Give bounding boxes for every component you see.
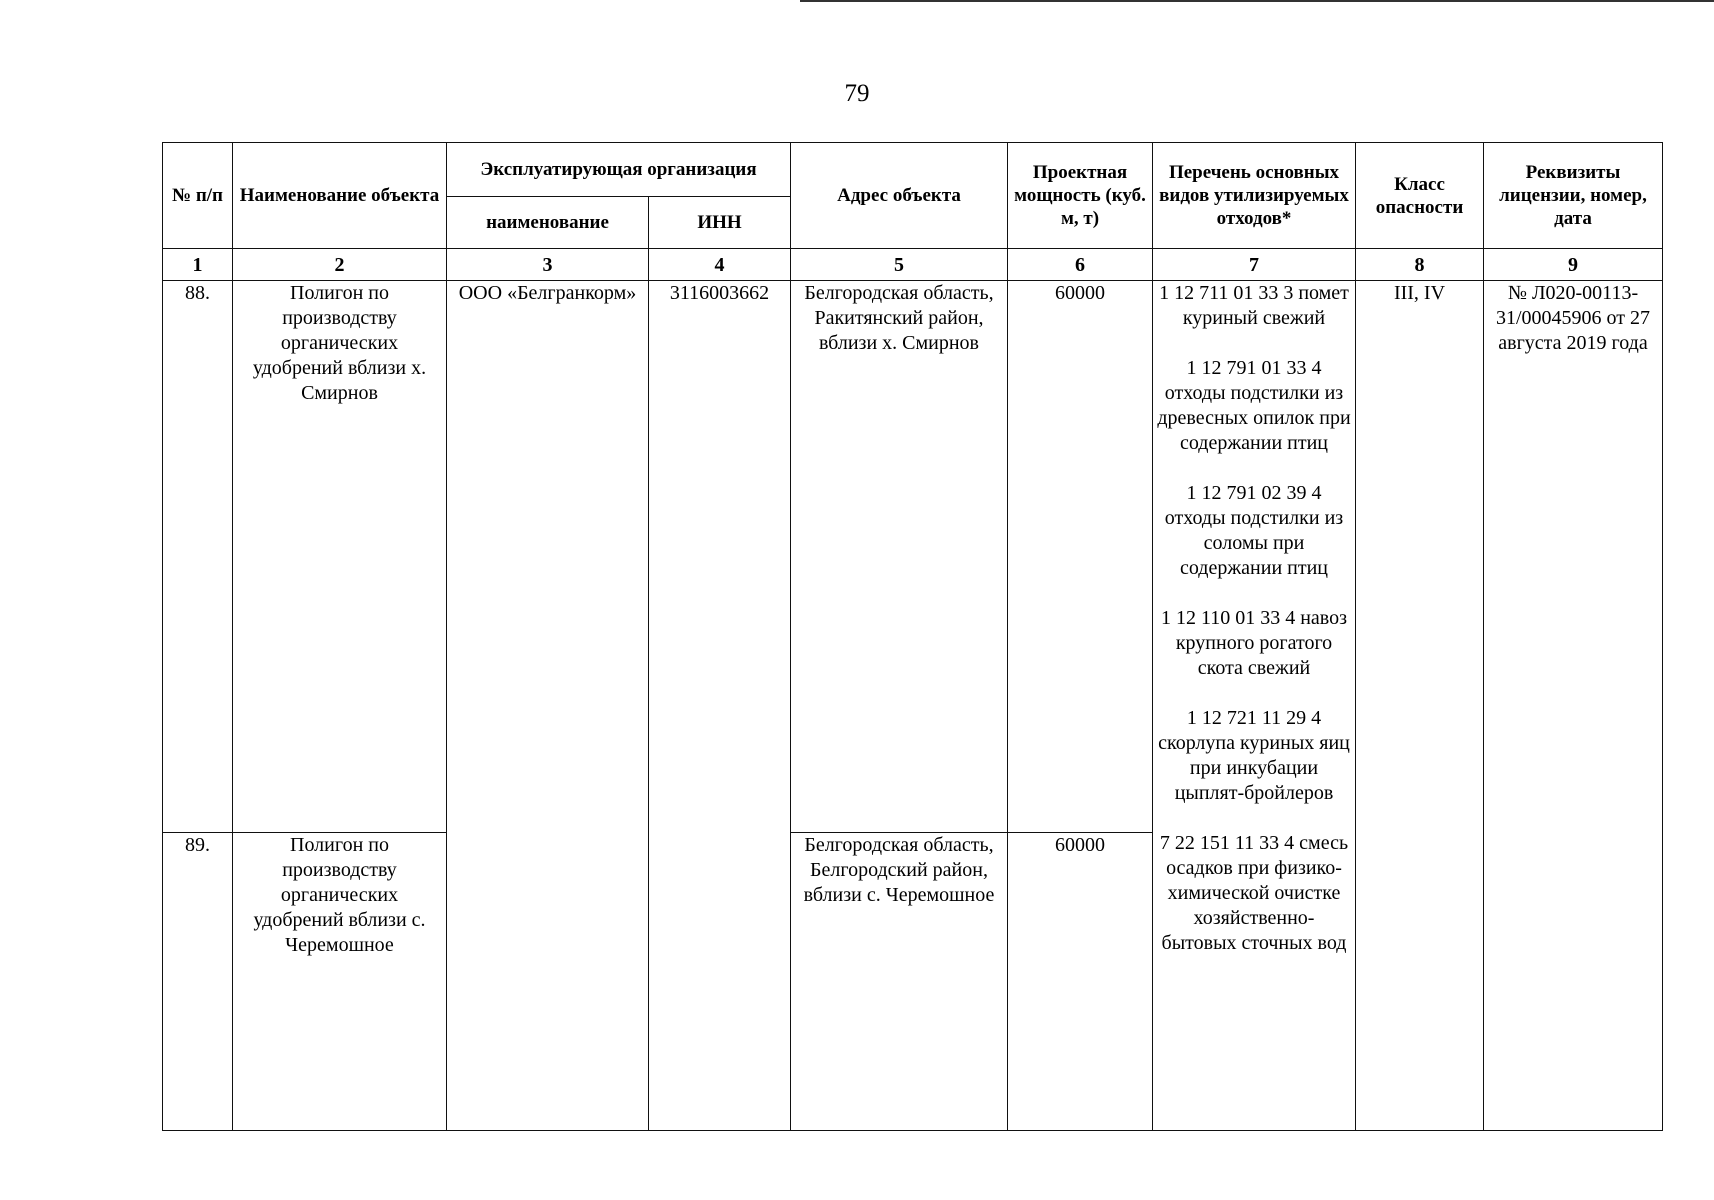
object-capacity: 60000 bbox=[1008, 833, 1153, 1131]
header-num: № п/п bbox=[163, 143, 233, 249]
column-number: 7 bbox=[1153, 249, 1356, 281]
column-number: 2 bbox=[233, 249, 447, 281]
table-row bbox=[163, 281, 1663, 833]
object-address: Белгородская область, Ракитянский район, вблизи х. Смирнов bbox=[791, 281, 1008, 833]
header-inn: ИНН bbox=[649, 197, 791, 249]
column-number: 6 bbox=[1008, 249, 1153, 281]
column-number: 4 bbox=[649, 249, 791, 281]
column-number: 1 bbox=[163, 249, 233, 281]
operator-inn: 3116003662 bbox=[649, 281, 791, 1131]
object-name: Полигон по производству органических удобрений вблизи с. Черемошное bbox=[233, 833, 447, 1131]
top-rule bbox=[800, 0, 1714, 2]
column-number: 9 bbox=[1484, 249, 1663, 281]
column-number: 3 bbox=[447, 249, 649, 281]
page-number: 79 bbox=[844, 80, 870, 107]
header-row bbox=[163, 143, 1663, 197]
row-number: 89. bbox=[163, 833, 233, 1131]
object-name: Полигон по производству органических удобрений вблизи х. Смирнов bbox=[233, 281, 447, 833]
column-number: 5 bbox=[791, 249, 1008, 281]
header-operator-name: наименование bbox=[447, 197, 649, 249]
row-number: 88. bbox=[163, 281, 233, 833]
column-number: 8 bbox=[1356, 249, 1484, 281]
header-hazard-class: Класс опасности bbox=[1356, 143, 1484, 249]
column-number-row bbox=[163, 249, 1663, 281]
header-address: Адрес объекта bbox=[791, 143, 1008, 249]
header-license: Реквизиты лицензии, номер, дата bbox=[1484, 143, 1663, 249]
operator-name: ООО «Белгранкорм» bbox=[447, 281, 649, 1131]
header-operator: Эксплуатирующая организация bbox=[447, 143, 791, 197]
license-details: № Л020-00113-31/00045906 от 27 августа 2019 года bbox=[1484, 281, 1663, 1131]
header-capacity: Проектная мощность (куб. м, т) bbox=[1008, 143, 1153, 249]
facility-registry-table bbox=[162, 142, 1663, 1131]
hazard-class: III, IV bbox=[1356, 281, 1484, 1131]
object-capacity: 60000 bbox=[1008, 281, 1153, 833]
header-object-name: Наименование объекта bbox=[233, 143, 447, 249]
header-waste-types: Перечень основных видов утилизируемых отходов* bbox=[1153, 143, 1356, 249]
object-address: Белгородская область, Белгородский район, вблизи с. Черемошное bbox=[791, 833, 1008, 1131]
waste-types-list: 1 12 711 01 33 3 помет куриный свежий 1 12 791 01 33 4 отходы подстилки из древесных опилок при содержании птиц 1 12 791 02 39 4 отходы подстилки из соломы при содержании птиц 1 12 110 01 33 4 навоз крупного рогатого скота свежий 1 12 721 11 29 4 скорлупа куриных яиц при инкубации цыплят-бройлеров 7 22 151 11 33 4 смесь осадков при физико-химической очистке хозяйственно-бытовых сточных вод bbox=[1153, 281, 1356, 1131]
